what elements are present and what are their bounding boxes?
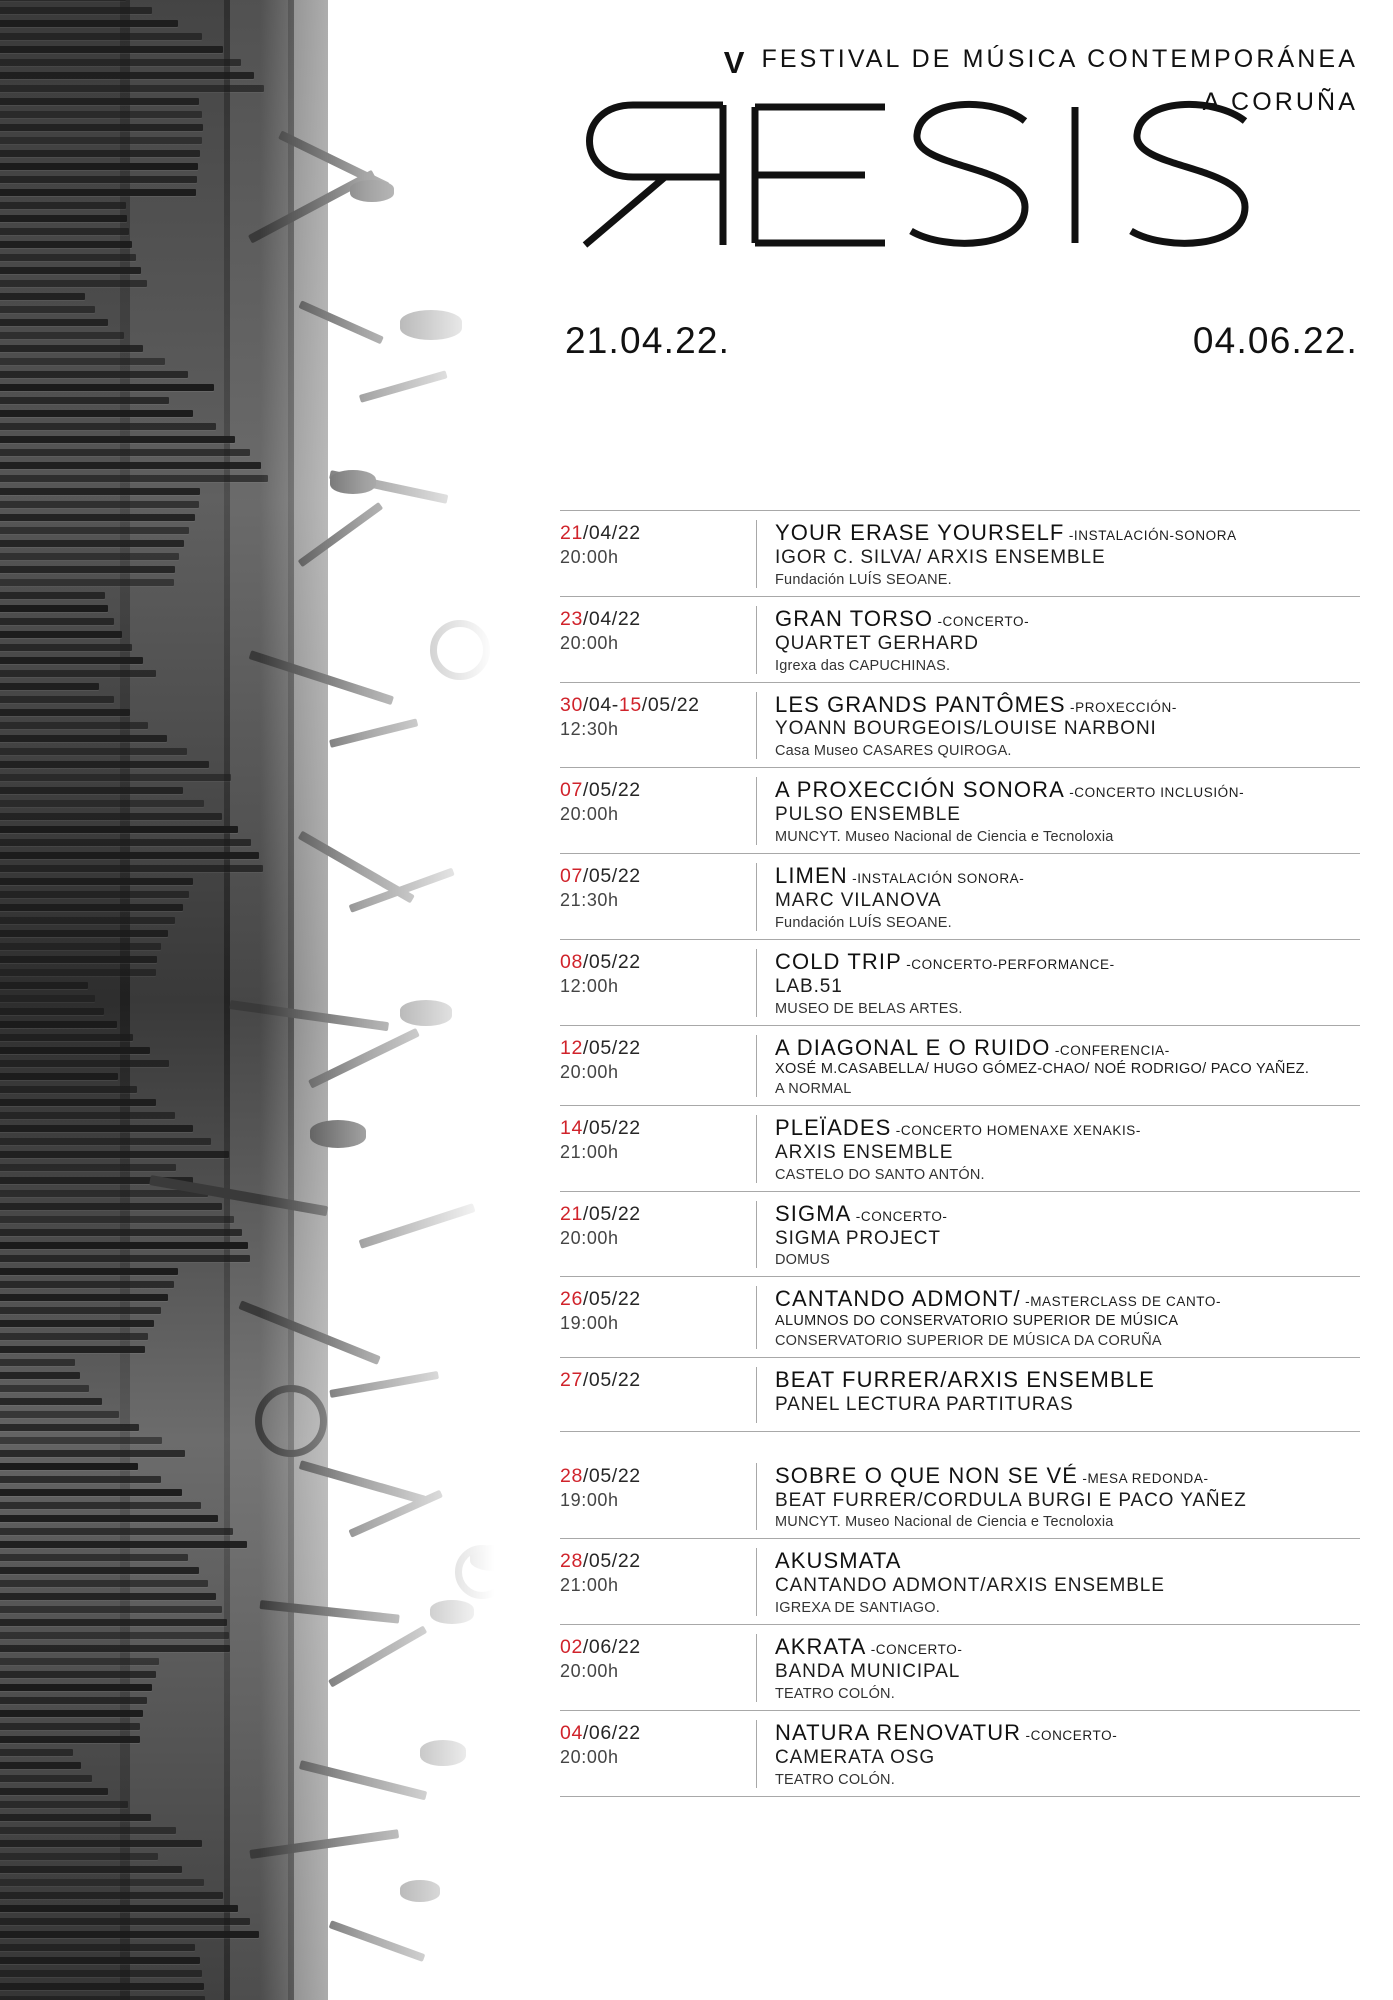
program-performers: CAMERATA OSG <box>775 1746 936 1768</box>
program-date: 30/04-15/05/22 <box>560 693 700 716</box>
program-venue: MUNCYT. Museo Nacional de Ciencia e Tecnoloxia <box>775 1514 1114 1531</box>
program-time: 20:00h <box>560 1746 619 1767</box>
program-kind: -MASTERCLASS DE CANTO- <box>1020 1294 1222 1310</box>
program-when <box>560 1548 756 1596</box>
program-venue: MUNCYT. Museo Nacional de Ciencia e Tecnoloxia <box>775 829 1114 845</box>
program-date: 21/04/22 <box>560 522 641 544</box>
program-date: 26/05/22 <box>560 1288 641 1311</box>
program-time: 20:00h <box>560 1661 619 1682</box>
program-title: A PROXECCIÓN SONORA -CONCERTO INCLUSIÓN- <box>775 777 1245 803</box>
program-title: BEAT FURRER/ARXIS ENSEMBLE <box>775 1366 1155 1392</box>
program-title: GRAN TORSO -CONCERTO- <box>775 605 1030 631</box>
program-title: NATURA RENOVATUR -CONCERTO- <box>775 1719 1118 1745</box>
program-when <box>560 520 756 568</box>
program-performers: CANTANDO ADMONT/ARXIS ENSEMBLE <box>775 1575 1165 1597</box>
program-row <box>560 683 1360 769</box>
program-row <box>560 510 1360 597</box>
program-kind: -MESA REDONDA- <box>1078 1470 1209 1486</box>
program-details <box>756 1720 1360 1788</box>
program-kind: -CONCERTO- <box>933 613 1030 629</box>
artwork-fade <box>260 0 560 2000</box>
program-time: 12:30h <box>560 718 619 739</box>
date-end: 04.06.22. <box>1192 320 1358 361</box>
poster-header <box>560 0 1393 380</box>
program-when <box>560 606 756 654</box>
program-details <box>756 1286 1360 1348</box>
program-row <box>560 1358 1360 1432</box>
program-row <box>560 1106 1360 1192</box>
program-when <box>560 1463 756 1511</box>
program-date: 07/05/22 <box>560 865 641 887</box>
program-when <box>560 1201 756 1249</box>
program-date: 04/06/22 <box>560 1721 641 1744</box>
festival-city: A CORUÑA <box>1202 88 1358 116</box>
program-details <box>756 606 1360 674</box>
program-details <box>756 1115 1360 1183</box>
program-row <box>560 940 1360 1026</box>
program-date: 12/05/22 <box>560 1036 641 1059</box>
program-when <box>560 949 756 997</box>
resis-logo <box>555 95 1393 255</box>
program-venue: A NORMAL <box>775 1080 852 1097</box>
program-performers: BANDA MUNICIPAL <box>775 1661 961 1683</box>
program-time: 19:00h <box>560 1489 619 1510</box>
program-details <box>756 777 1360 845</box>
program-details <box>756 1463 1360 1531</box>
program-kind: -INSTALACIÓN SONORA- <box>847 871 1025 886</box>
program-when <box>560 1286 756 1334</box>
program-kind: -CONCERTO- <box>866 1642 963 1658</box>
program-kind: -INSTALACIÓN-SONORA <box>1064 528 1237 543</box>
program-venue: Fundación LUÍS SEOANE. <box>775 914 952 931</box>
program-details <box>756 692 1360 760</box>
program-performers: PULSO ENSEMBLE <box>775 804 961 826</box>
program-details <box>756 949 1360 1017</box>
program-performers: BEAT FURRER/CORDULA BURGI E PACO YAÑEZ <box>775 1489 1247 1511</box>
program-list <box>560 510 1360 1797</box>
program-details <box>756 1201 1360 1269</box>
program-time: 20:00h <box>560 547 619 567</box>
program-row <box>560 597 1360 683</box>
program-when <box>560 1035 756 1083</box>
festival-edition: V <box>723 45 746 80</box>
program-venue: DOMUS <box>775 1252 830 1269</box>
program-title: CANTANDO ADMONT/ -MASTERCLASS DE CANTO- <box>775 1286 1222 1312</box>
program-venue: TEATRO COLÓN. <box>775 1685 895 1702</box>
program-row <box>560 1192 1360 1278</box>
program-when <box>560 1115 756 1163</box>
program-performers: ALUMNOS DO CONSERVATORIO SUPERIOR DE MÚSICA <box>775 1313 1179 1330</box>
program-kind: -CONFERENCIA- <box>1050 1042 1170 1058</box>
program-row <box>560 1454 1360 1540</box>
program-performers: YOANN BOURGEOIS/LOUISE NARBONI <box>775 718 1157 740</box>
program-kind: -CONCERTO- <box>1021 1727 1118 1743</box>
program-title: AKRATA -CONCERTO- <box>775 1634 963 1660</box>
program-performers: SIGMA PROJECT <box>775 1227 941 1249</box>
program-when <box>560 1367 756 1392</box>
program-when <box>560 1720 756 1768</box>
program-date: 28/05/22 <box>560 1550 641 1573</box>
program-venue: Igrexa das CAPUCHINAS. <box>775 657 951 674</box>
program-time: 20:00h <box>560 1227 619 1248</box>
program-details <box>756 1634 1360 1702</box>
program-details <box>756 863 1360 931</box>
program-row <box>560 1277 1360 1357</box>
program-details <box>756 520 1360 588</box>
festival-name: FESTIVAL DE MÚSICA CONTEMPORÁNEA <box>761 45 1358 73</box>
program-when <box>560 777 756 825</box>
program-title: AKUSMATA <box>775 1548 902 1574</box>
program-kind: -PROXECCIÓN- <box>1065 699 1177 715</box>
program-date: 08/05/22 <box>560 950 641 973</box>
program-details <box>756 1548 1360 1616</box>
program-details <box>756 1035 1360 1097</box>
program-title: SOBRE O QUE NON SE VÉ -MESA REDONDA- <box>775 1462 1209 1488</box>
program-venue: CASTELO DO SANTO ANTÓN. <box>775 1166 985 1183</box>
program-time: 21:00h <box>560 1575 619 1596</box>
program-time: 21:00h <box>560 1141 619 1162</box>
program-date: 28/05/22 <box>560 1464 641 1487</box>
poster-artwork <box>0 0 560 2000</box>
program-row <box>560 1539 1360 1625</box>
festival-headline <box>724 45 1358 81</box>
program-performers: QUARTET GERHARD <box>775 632 979 654</box>
program-date: 27/05/22 <box>560 1368 641 1391</box>
program-venue: CONSERVATORIO SUPERIOR DE MÚSICA DA CORUÑA <box>775 1332 1162 1349</box>
program-row <box>560 1625 1360 1711</box>
program-date: 02/06/22 <box>560 1636 641 1659</box>
program-performers: MARC VILANOVA <box>775 889 942 911</box>
program-performers: PANEL LECTURA PARTITURAS <box>775 1393 1074 1415</box>
date-start: 21.04.22. <box>565 320 731 361</box>
program-time: 20:00h <box>560 1061 619 1082</box>
program-title: LIMEN -INSTALACIÓN SONORA- <box>775 863 1025 888</box>
program-details <box>756 1367 1360 1423</box>
program-date: 23/04/22 <box>560 607 641 630</box>
program-title: COLD TRIP -CONCERTO-PERFORMANCE- <box>775 948 1115 974</box>
program-kind: -CONCERTO-PERFORMANCE- <box>901 956 1115 972</box>
program-time: 19:00h <box>560 1313 619 1334</box>
program-title: SIGMA -CONCERTO- <box>775 1200 948 1226</box>
program-spacer <box>560 1432 1360 1454</box>
program-date: 14/05/22 <box>560 1116 641 1139</box>
program-venue: MUSEO DE BELAS ARTES. <box>775 1000 963 1017</box>
program-venue: Casa Museo CASARES QUIROGA. <box>775 743 1012 760</box>
program-when <box>560 863 756 911</box>
program-date: 07/05/22 <box>560 779 641 802</box>
program-time: 12:00h <box>560 975 619 996</box>
program-venue: IGREXA DE SANTIAGO. <box>775 1600 940 1617</box>
program-row <box>560 768 1360 854</box>
program-time: 20:00h <box>560 804 619 825</box>
program-time: 21:30h <box>560 890 619 910</box>
program-venue: Fundación LUÍS SEOANE. <box>775 571 952 588</box>
program-venue: TEATRO COLÓN. <box>775 1771 895 1788</box>
program-performers: IGOR C. SILVA/ ARXIS ENSEMBLE <box>775 546 1106 568</box>
program-row <box>560 1026 1360 1106</box>
program-performers: XOSÉ M.CASABELLA/ HUGO GÓMEZ-CHAO/ NOÉ RODRIGO/ PACO YAÑEZ. <box>775 1061 1310 1078</box>
program-performers: ARXIS ENSEMBLE <box>775 1141 954 1163</box>
program-when <box>560 692 756 740</box>
program-row <box>560 854 1360 940</box>
program-kind: -CONCERTO- <box>851 1208 948 1224</box>
program-title: LES GRANDS PANTÔMES -PROXECCIÓN- <box>775 691 1177 717</box>
program-title: A DIAGONAL E O RUIDO -CONFERENCIA- <box>775 1034 1170 1060</box>
program-kind: -CONCERTO HOMENAXE XENAKIS- <box>891 1122 1141 1138</box>
program-when <box>560 1634 756 1682</box>
program-title: YOUR ERASE YOURSELF -INSTALACIÓN-SONORA <box>775 520 1237 545</box>
program-performers: LAB.51 <box>775 975 843 997</box>
program-date: 21/05/22 <box>560 1202 641 1225</box>
program-row <box>560 1711 1360 1797</box>
program-time: 20:00h <box>560 632 619 653</box>
program-title: PLEÏADES -CONCERTO HOMENAXE XENAKIS- <box>775 1114 1141 1140</box>
program-kind: -CONCERTO INCLUSIÓN- <box>1064 785 1245 801</box>
